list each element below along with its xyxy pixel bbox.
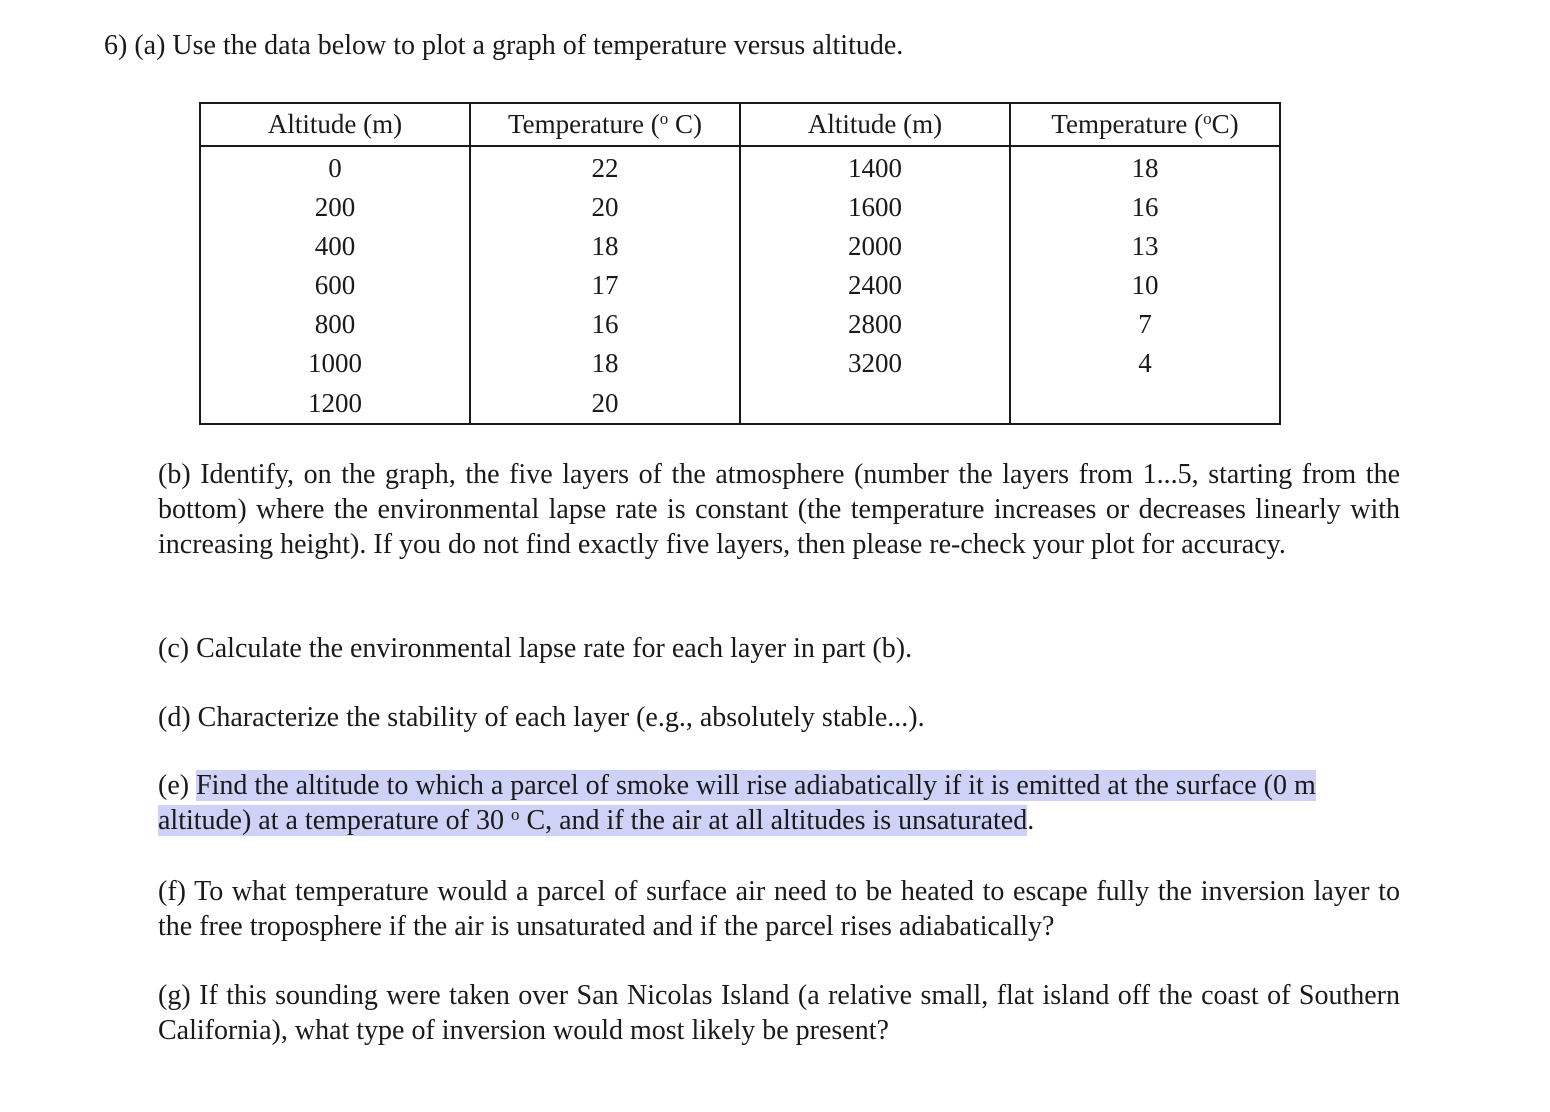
highlighted-text: altitude) at a temperature of 30 $^o$ C, and if the air at all altitudes is unsaturated <box>158 805 1028 836</box>
table-row <box>200 227 1280 266</box>
part-d-text: (d) Characterize the stability of each layer (e.g., absolutely stable...). <box>158 702 925 733</box>
table-cell: 800 <box>200 305 470 344</box>
question-title: 6) (a) Use the data below to plot a graph of temperature versus altitude. <box>104 30 904 61</box>
table-cell: 400 <box>200 227 470 266</box>
table-cell: 600 <box>200 266 470 305</box>
header-altitude-1: Altitude (m) <box>200 103 470 146</box>
table-cell <box>740 383 1010 424</box>
table-cell: 1600 <box>740 188 1010 227</box>
table-cell: 13 <box>1010 227 1280 266</box>
table-row <box>200 383 1280 424</box>
highlighted-text: Find the altitude to which a parcel of smoke will rise adiabatically if it is emitted at the surface (0 m <box>196 770 1316 801</box>
part-g-text: (g) If this sounding were taken over San Nicolas Island (a relative small, flat island off the coast of Southern California), what type of inversion would most likely be present? <box>158 980 1400 1046</box>
table-cell: 200 <box>200 188 470 227</box>
header-altitude-2: Altitude (m) <box>740 103 1010 146</box>
altitude-temperature-table <box>199 102 1281 425</box>
table-row <box>200 305 1280 344</box>
part-b-text: (b) Identify, on the graph, the five layers of the atmosphere (number the layers from 1...5, starting from the bottom) where the environmental lapse rate is constant (the temperature increases or decreases linearly with increasing height). If you do not find exactly five layers, then please re-check your plot for accuracy. <box>158 459 1400 560</box>
table-cell: 18 <box>470 227 740 266</box>
header-temperature-2: Temperature ($^o$C) <box>1010 103 1280 146</box>
table-cell: 18 <box>1010 146 1280 188</box>
table-row <box>200 188 1280 227</box>
table-cell: 3200 <box>740 344 1010 383</box>
part-f-text: (f) To what temperature would a parcel of surface air need to be heated to escape fully the inversion layer to the free troposphere if the air is unsaturated and if the parcel rises adiabatically? <box>158 876 1400 942</box>
table-row <box>200 266 1280 305</box>
table-cell: 20 <box>470 188 740 227</box>
table-cell: 4 <box>1010 344 1280 383</box>
table-cell: 10 <box>1010 266 1280 305</box>
table-cell <box>1010 383 1280 424</box>
part-e-text: (e) Find the altitude to which a parcel of smoke will rise adiabatically if it is emitted at the surface (0 m altitude) at a temperature of 30 $^o$ C, and if the air at all altitudes is unsaturated. <box>158 770 1316 836</box>
table-cell: 1000 <box>200 344 470 383</box>
table-cell: 17 <box>470 266 740 305</box>
table-cell: 2800 <box>740 305 1010 344</box>
table-header-row <box>200 103 1280 146</box>
table-cell: 16 <box>1010 188 1280 227</box>
part-e-label: (e) <box>158 770 197 801</box>
table-cell: 20 <box>470 383 740 424</box>
table-cell: 1400 <box>740 146 1010 188</box>
table-cell: 0 <box>200 146 470 188</box>
table-cell: 18 <box>470 344 740 383</box>
table-cell: 22 <box>470 146 740 188</box>
table-cell: 7 <box>1010 305 1280 344</box>
header-temperature-1: Temperature ($^o$ C) <box>470 103 740 146</box>
table-row <box>200 146 1280 188</box>
table-cell: 2400 <box>740 266 1010 305</box>
table-cell: 2000 <box>740 227 1010 266</box>
table-row <box>200 344 1280 383</box>
table-cell: 16 <box>470 305 740 344</box>
table-cell: 1200 <box>200 383 470 424</box>
part-c-text: (c) Calculate the environmental lapse rate for each layer in part (b). <box>158 633 913 664</box>
